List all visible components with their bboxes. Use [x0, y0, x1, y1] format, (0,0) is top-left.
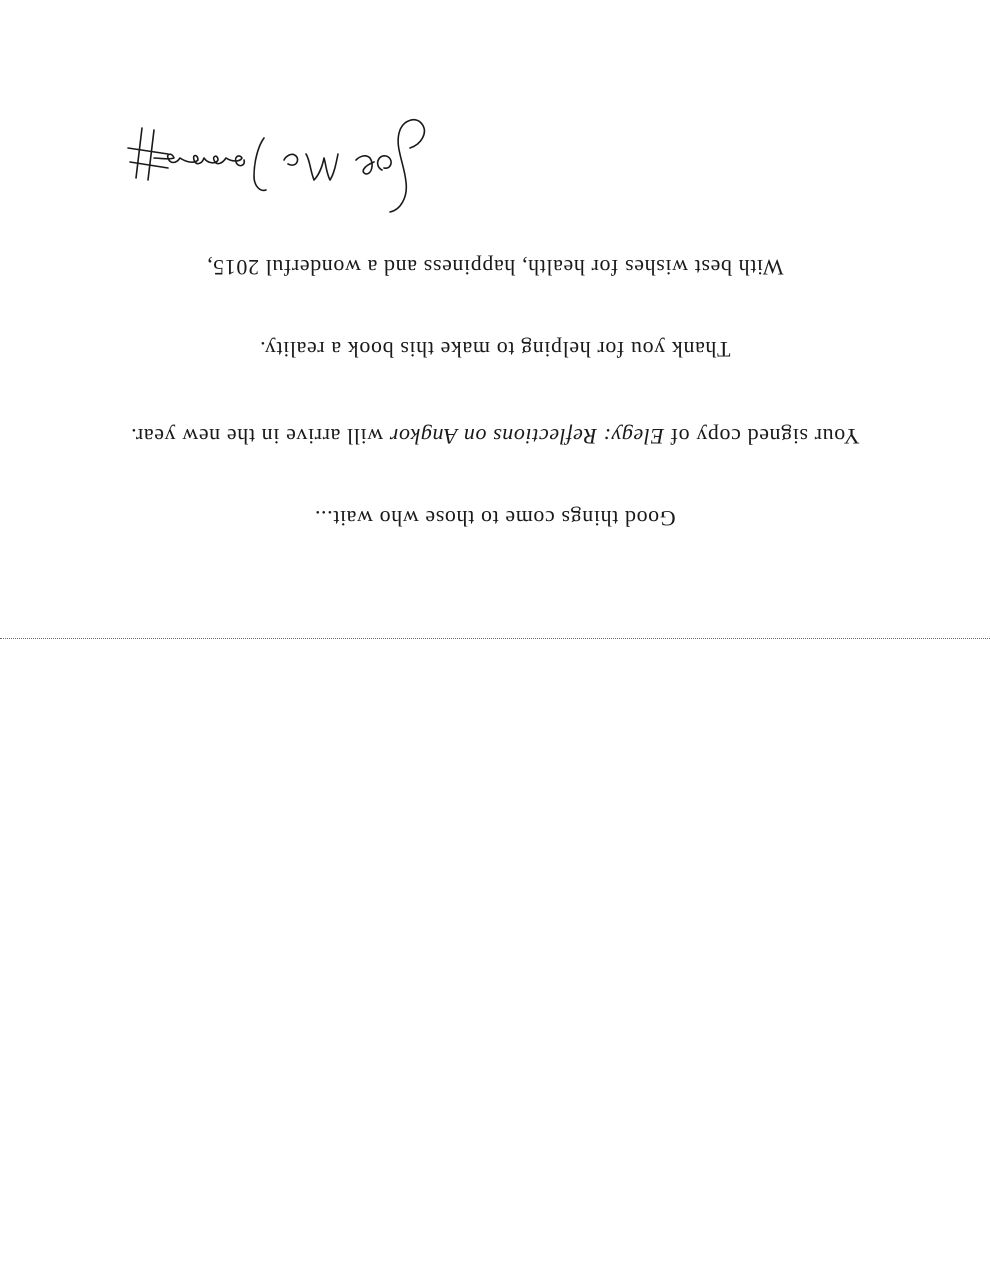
- best-wishes-line: With best wishes for health, happiness and a wonderful 2015,: [206, 255, 784, 280]
- card-bottom-panel: [0, 639, 990, 1280]
- greeting-line: Good things come to those who wait...: [314, 506, 676, 531]
- announcement-prefix: Your signed copy of: [664, 424, 860, 449]
- book-title: Elegy: Reflections on Angkor: [389, 424, 664, 449]
- book-announcement-line: [0, 423, 990, 449]
- announcement-suffix: will arrive in the new year.: [130, 424, 390, 449]
- handwritten-signature: [120, 110, 430, 220]
- card-top-panel: [0, 0, 990, 638]
- thank-you-line: Thank you for helping to make this book a reality.: [259, 337, 731, 362]
